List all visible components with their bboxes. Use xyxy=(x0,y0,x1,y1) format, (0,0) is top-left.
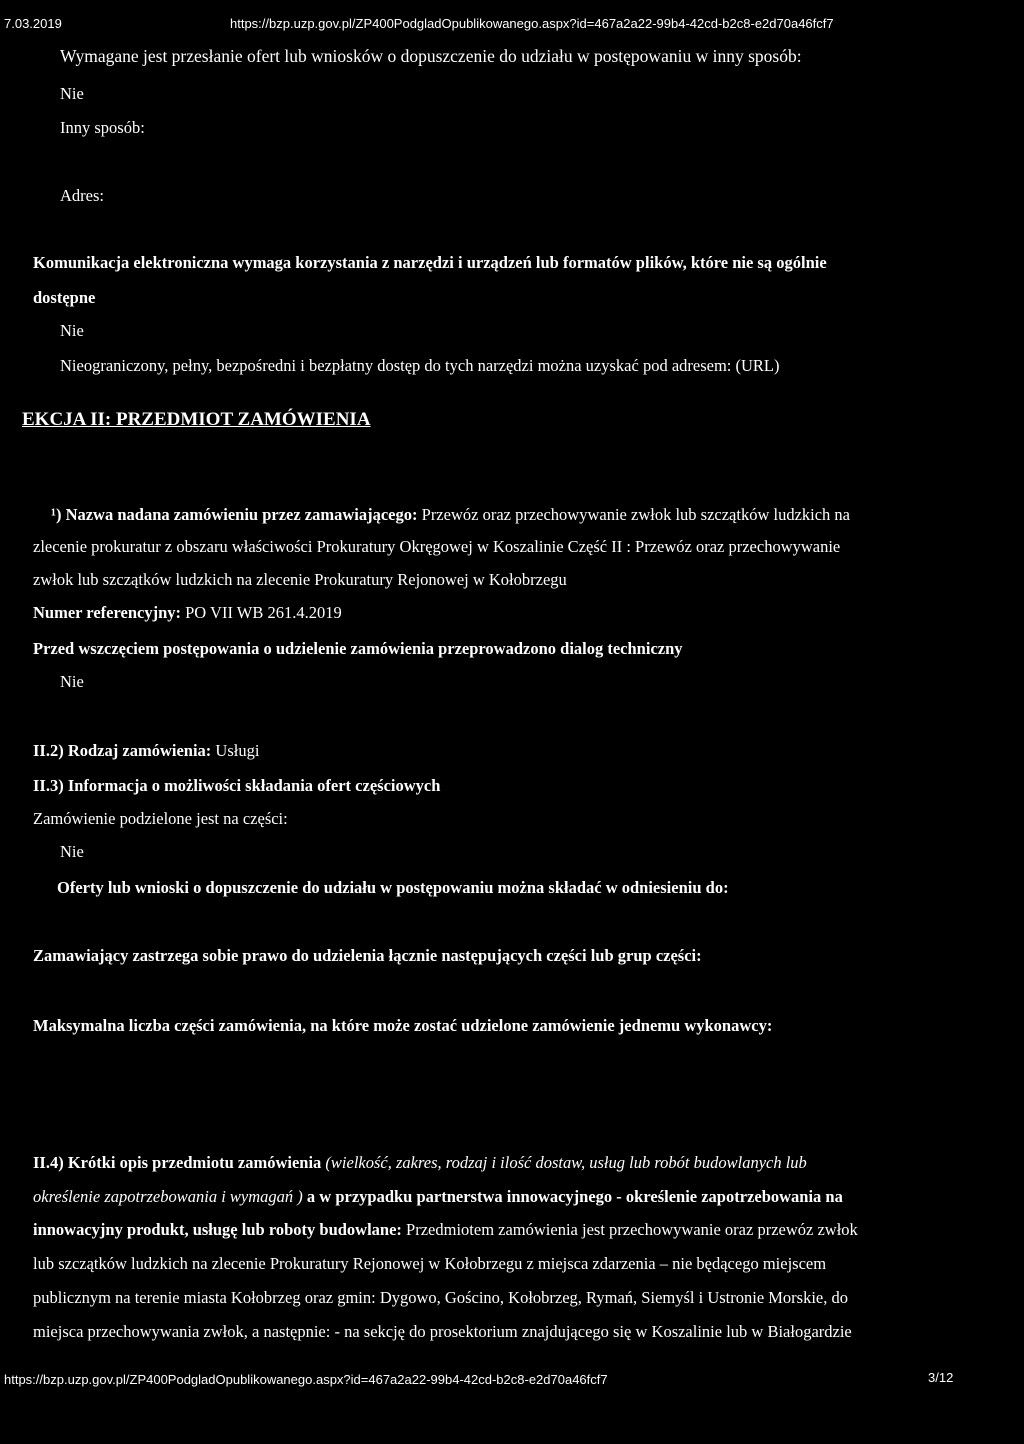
electronic-communication-question-cont: dostępne xyxy=(33,288,96,307)
description-italic-2: określenie zapotrzebowania i wymagań ) xyxy=(33,1187,303,1206)
description-italic-1: (wielkość, zakres, rodzaj i ilość dostaw, usług lub robót budowlanych lub xyxy=(325,1153,807,1172)
address-label: Adres: xyxy=(60,186,104,205)
order-type-label: II.2) Rodzaj zamówienia: xyxy=(33,741,212,760)
electronic-communication-question: Komunikacja elektroniczna wymaga korzystania z narzędzi i urządzeń lub formatów plików, które nie są ogólnie xyxy=(33,253,827,272)
other-way-question: Wymagane jest przesłanie ofert lub wniosków o dopuszczenie do udziału w postępowaniu w inny sposób: xyxy=(60,46,802,66)
partial-offers-title: II.3) Informacja o możliwości składania ofert częściowych xyxy=(33,776,441,795)
print-date: 7.03.2019 xyxy=(4,16,62,31)
order-type-value: Usługi xyxy=(215,741,260,760)
description-bold-2: a w przypadku partnerstwa innowacyjnego - określenie zapotrzebowania na xyxy=(306,1187,843,1206)
footer-url: https://bzp.uzp.gov.pl/ZP400PodgladOpublikowanego.aspx?id=467a2a22-99b4-42cd-b2c8-e2d70a46fcf7 xyxy=(4,1372,608,1387)
order-name-line-3: zwłok lub szczątków ludzkich na zlecenie Prokuratury Rejonowej w Kołobrzegu xyxy=(33,570,567,589)
tools-access-text: Nieograniczony, pełny, bezpośredni i bezpłatny dostęp do tych narzędzi można uzyskać pod adresem: (URL) xyxy=(60,356,780,375)
reserved-parts-label: Zamawiający zastrzega sobie prawo do udzielenia łącznie następujących części lub grup części: xyxy=(33,946,702,965)
description-label: II.4) Krótki opis przedmiotu zamówienia xyxy=(33,1153,322,1172)
order-type xyxy=(33,741,259,761)
description-bold-3: innowacyjny produkt, usługę lub roboty budowlane: xyxy=(33,1220,402,1239)
description-line-5: publicznym na terenie miasta Kołobrzeg oraz gmin: Dygowo, Gościno, Kołobrzeg, Rymań, Siemyśl i Ustronie Morskie, do xyxy=(33,1288,849,1307)
technical-dialog-answer: Nie xyxy=(60,672,84,691)
technical-dialog-question: Przed wszczęciem postępowania o udzielenie zamówienia przeprowadzono dialog techniczny xyxy=(33,639,683,658)
order-name xyxy=(51,505,850,525)
divided-value: Nie xyxy=(60,842,84,861)
reference-number xyxy=(33,603,342,623)
electronic-communication-answer: Nie xyxy=(60,321,84,340)
other-way-label: Inny sposób: xyxy=(60,118,145,137)
description-line-2 xyxy=(33,1187,843,1207)
description-line-3 xyxy=(33,1220,858,1240)
description-text-3: Przedmiotem zamówienia jest przechowywanie oraz przewóz zwłok xyxy=(406,1220,858,1239)
page-number: 3/12 xyxy=(928,1370,954,1385)
other-way-answer: Nie xyxy=(60,84,84,103)
header-url: https://bzp.uzp.gov.pl/ZP400PodgladOpublikowanego.aspx?id=467a2a22-99b4-42cd-b2c8-e2d70a46fcf7 xyxy=(230,16,834,31)
offers-scope-label: Oferty lub wnioski o dopuszczenie do udziału w postępowaniu można składać w odniesieniu do: xyxy=(57,878,729,897)
description-line-6: miejsca przechowywania zwłok, a następnie: - na sekcję do prosektorium znajdującego się w Koszalinie lub w Białogardzie xyxy=(33,1322,852,1341)
description-line-4: lub szczątków ludzkich na zlecenie Prokuratury Rejonowej w Kołobrzegu z miejsca zdarzenia – nie będącego miejscem xyxy=(33,1254,827,1273)
section-title: EKCJA II: PRZEDMIOT ZAMÓWIENIA xyxy=(22,409,371,430)
max-parts-label: Maksymalna liczba części zamówienia, na które może zostać udzielone zamówienie jednemu wykonawcy: xyxy=(33,1016,773,1035)
description-line-1 xyxy=(33,1153,807,1173)
divided-label: Zamówienie podzielone jest na części: xyxy=(33,809,288,828)
order-name-line-2: zlecenie prokuratur z obszaru właściwości Prokuratury Okręgowej w Koszalinie Część II : Przewóz oraz przechowywanie xyxy=(33,537,841,556)
order-name-label: ¹) Nazwa nadana zamówieniu przez zamawiającego: xyxy=(51,505,418,524)
order-name-value: Przewóz oraz przechowywanie zwłok lub szczątków ludzkich na xyxy=(421,505,851,524)
reference-number-value: PO VII WB 261.4.2019 xyxy=(185,603,342,622)
reference-number-label: Numer referencyjny: xyxy=(33,603,181,622)
